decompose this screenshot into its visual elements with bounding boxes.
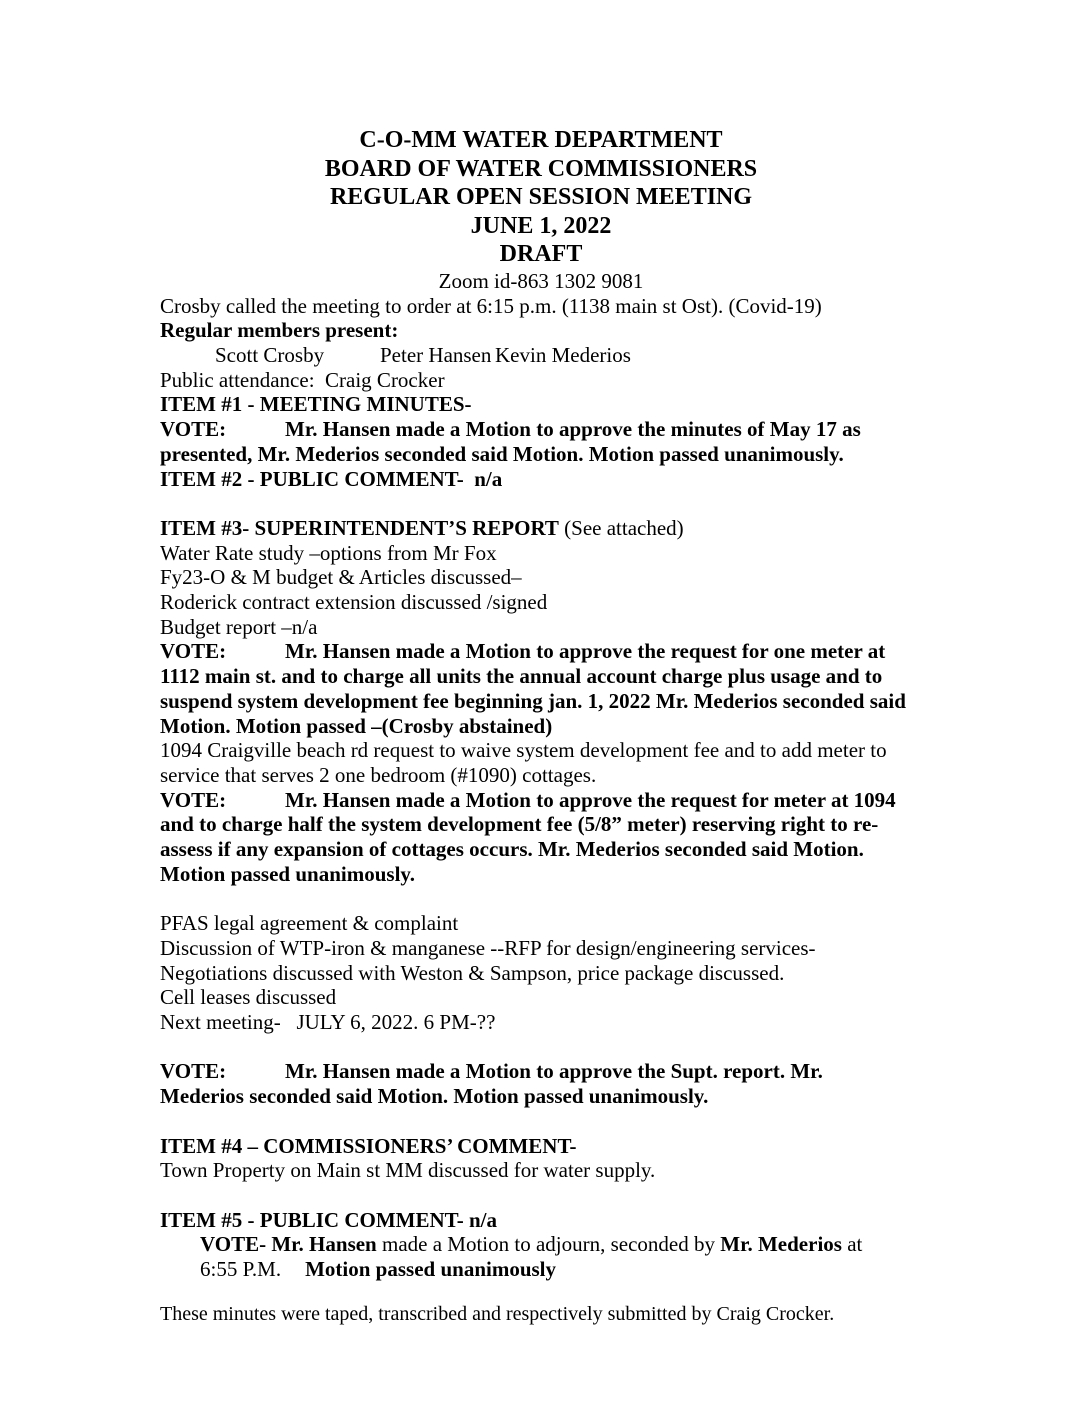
vote-meter-line: 1112 main st. and to charge all units the annual account charge plus usage and to [160, 664, 883, 689]
vote-1094-line: and to charge half the system development fee (5/8” meter) reserving right to re- [160, 812, 879, 837]
vote-text: Mr. Hansen made a Motion to approve the request for one meter at [285, 639, 886, 664]
member-name: Scott Crosby [215, 343, 325, 368]
adjourn-time-line [200, 1257, 922, 1282]
vote-1094-line [160, 788, 922, 813]
supt-note-line: Roderick contract extension discussed /signed [160, 590, 548, 615]
blank-line [160, 1183, 922, 1208]
adjourn-result: Motion passed unanimously [305, 1257, 557, 1281]
vote-meter-line: Motion. Motion passed –(Crosby abstained) [160, 713, 553, 738]
blank-line [160, 1109, 922, 1134]
item5-heading: ITEM #5 - PUBLIC COMMENT- n/a [160, 1207, 497, 1232]
vote-text: Mr. Hansen made a Motion to approve the Supt. report. Mr. [285, 1059, 823, 1084]
call-to-order-line: Crosby called the meeting to order at 6:15 p.m. (1138 main st Ost). (Covid-19) [160, 293, 822, 318]
supt-note-line: Fy23-O & M budget & Articles discussed– [160, 565, 522, 590]
vote-label: VOTE: [160, 787, 227, 812]
adjourn-seconder: Mr. Mederios [720, 1232, 842, 1257]
item4-heading: ITEM #4 – COMMISSIONERS’ COMMENT- [160, 1133, 577, 1158]
adjourn-time: 6:55 P.M. [200, 1257, 282, 1281]
item3-heading: ITEM #3- SUPERINTENDENT’S REPORT [160, 515, 559, 540]
vote-meter-line [160, 639, 922, 664]
next-meeting-line: Next meeting- JULY 6, 2022. 6 PM-?? [160, 1010, 496, 1035]
public-attendance-line: Public attendance: Craig Crocker [160, 367, 445, 392]
vote-supt-line: Mederios seconded said Motion. Motion passed unanimously. [160, 1084, 709, 1109]
vote-supt-line [160, 1059, 922, 1084]
adjourn-text: at [841, 1232, 863, 1257]
adjourn-text: made a Motion to adjourn, seconded by [376, 1232, 721, 1257]
craigville-line: 1094 Craigville beach rd request to waive system development fee and to add meter to [160, 738, 887, 763]
title-date: JUNE 1, 2022 [470, 212, 612, 239]
title-session: REGULAR OPEN SESSION MEETING [329, 184, 753, 211]
discussion-note-line: Negotiations discussed with Weston & Sampson, price package discussed. [160, 960, 785, 985]
zoom-id-line: Zoom id-863 1302 9081 [438, 268, 644, 293]
discussion-note-line: Cell leases discussed [160, 985, 337, 1010]
item1-vote-line: presented, Mr. Mederios seconded said Motion. Motion passed unanimously. [160, 441, 844, 466]
item2-heading: ITEM #2 - PUBLIC COMMENT- n/a [160, 466, 503, 491]
member-name: Kevin Mederios [495, 343, 631, 368]
minutes-content [160, 126, 922, 1326]
vote-label: VOTE: [160, 1059, 227, 1084]
supt-note-line: Budget report –n/a [160, 614, 318, 639]
blank-line [160, 491, 922, 516]
document-title-block [160, 126, 922, 269]
item1-vote-line [160, 417, 922, 442]
member-name: Peter Hansen [380, 343, 492, 368]
discussion-note-line: PFAS legal agreement & complaint [160, 911, 459, 936]
supt-note-line: Water Rate study –options from Mr Fox [160, 540, 497, 565]
members-names-line [160, 343, 922, 368]
blank-line [160, 1035, 922, 1060]
vote-text: Mr. Hansen made a Motion to approve the request for meter at 1094 [285, 787, 896, 812]
transcription-note: These minutes were taped, transcribed and respectively submitted by Craig Crocker. [160, 1302, 835, 1325]
item1-heading: ITEM #1 - MEETING MINUTES- [160, 392, 472, 417]
vote-1094-line: Motion passed unanimously. [160, 861, 415, 886]
vote-meter-line: suspend system development fee beginning jan. 1, 2022 Mr. Mederios seconded said [160, 688, 906, 713]
minutes-body [160, 269, 922, 1326]
members-present-label: Regular members present: [160, 318, 399, 343]
vote-1094-line: assess if any expansion of cottages occurs. Mr. Mederios seconded said Motion. [160, 837, 864, 862]
adjourn-vote-line [200, 1232, 922, 1257]
vote-text: Mr. Hansen made a Motion to approve the minutes of May 17 as [285, 417, 861, 442]
item3-heading-note: (See attached) [558, 515, 684, 540]
blank-line [160, 887, 922, 912]
discussion-note-line: Discussion of WTP-iron & manganese --RFP for design/engineering services- [160, 935, 816, 960]
item4-text-line: Town Property on Main st MM discussed for water supply. [160, 1158, 656, 1183]
item3-heading-line [160, 516, 922, 541]
vote-label: VOTE: [160, 639, 227, 664]
craigville-line: service that serves 2 one bedroom (#1090) cottages. [160, 763, 597, 787]
title-draft: DRAFT [499, 241, 583, 268]
adjourn-mover: VOTE- Mr. Hansen [200, 1232, 377, 1257]
title-department: C-O-MM WATER DEPARTMENT [359, 127, 723, 153]
vote-label: VOTE: [160, 417, 227, 442]
title-board: BOARD OF WATER COMMISSIONERS [324, 155, 758, 182]
